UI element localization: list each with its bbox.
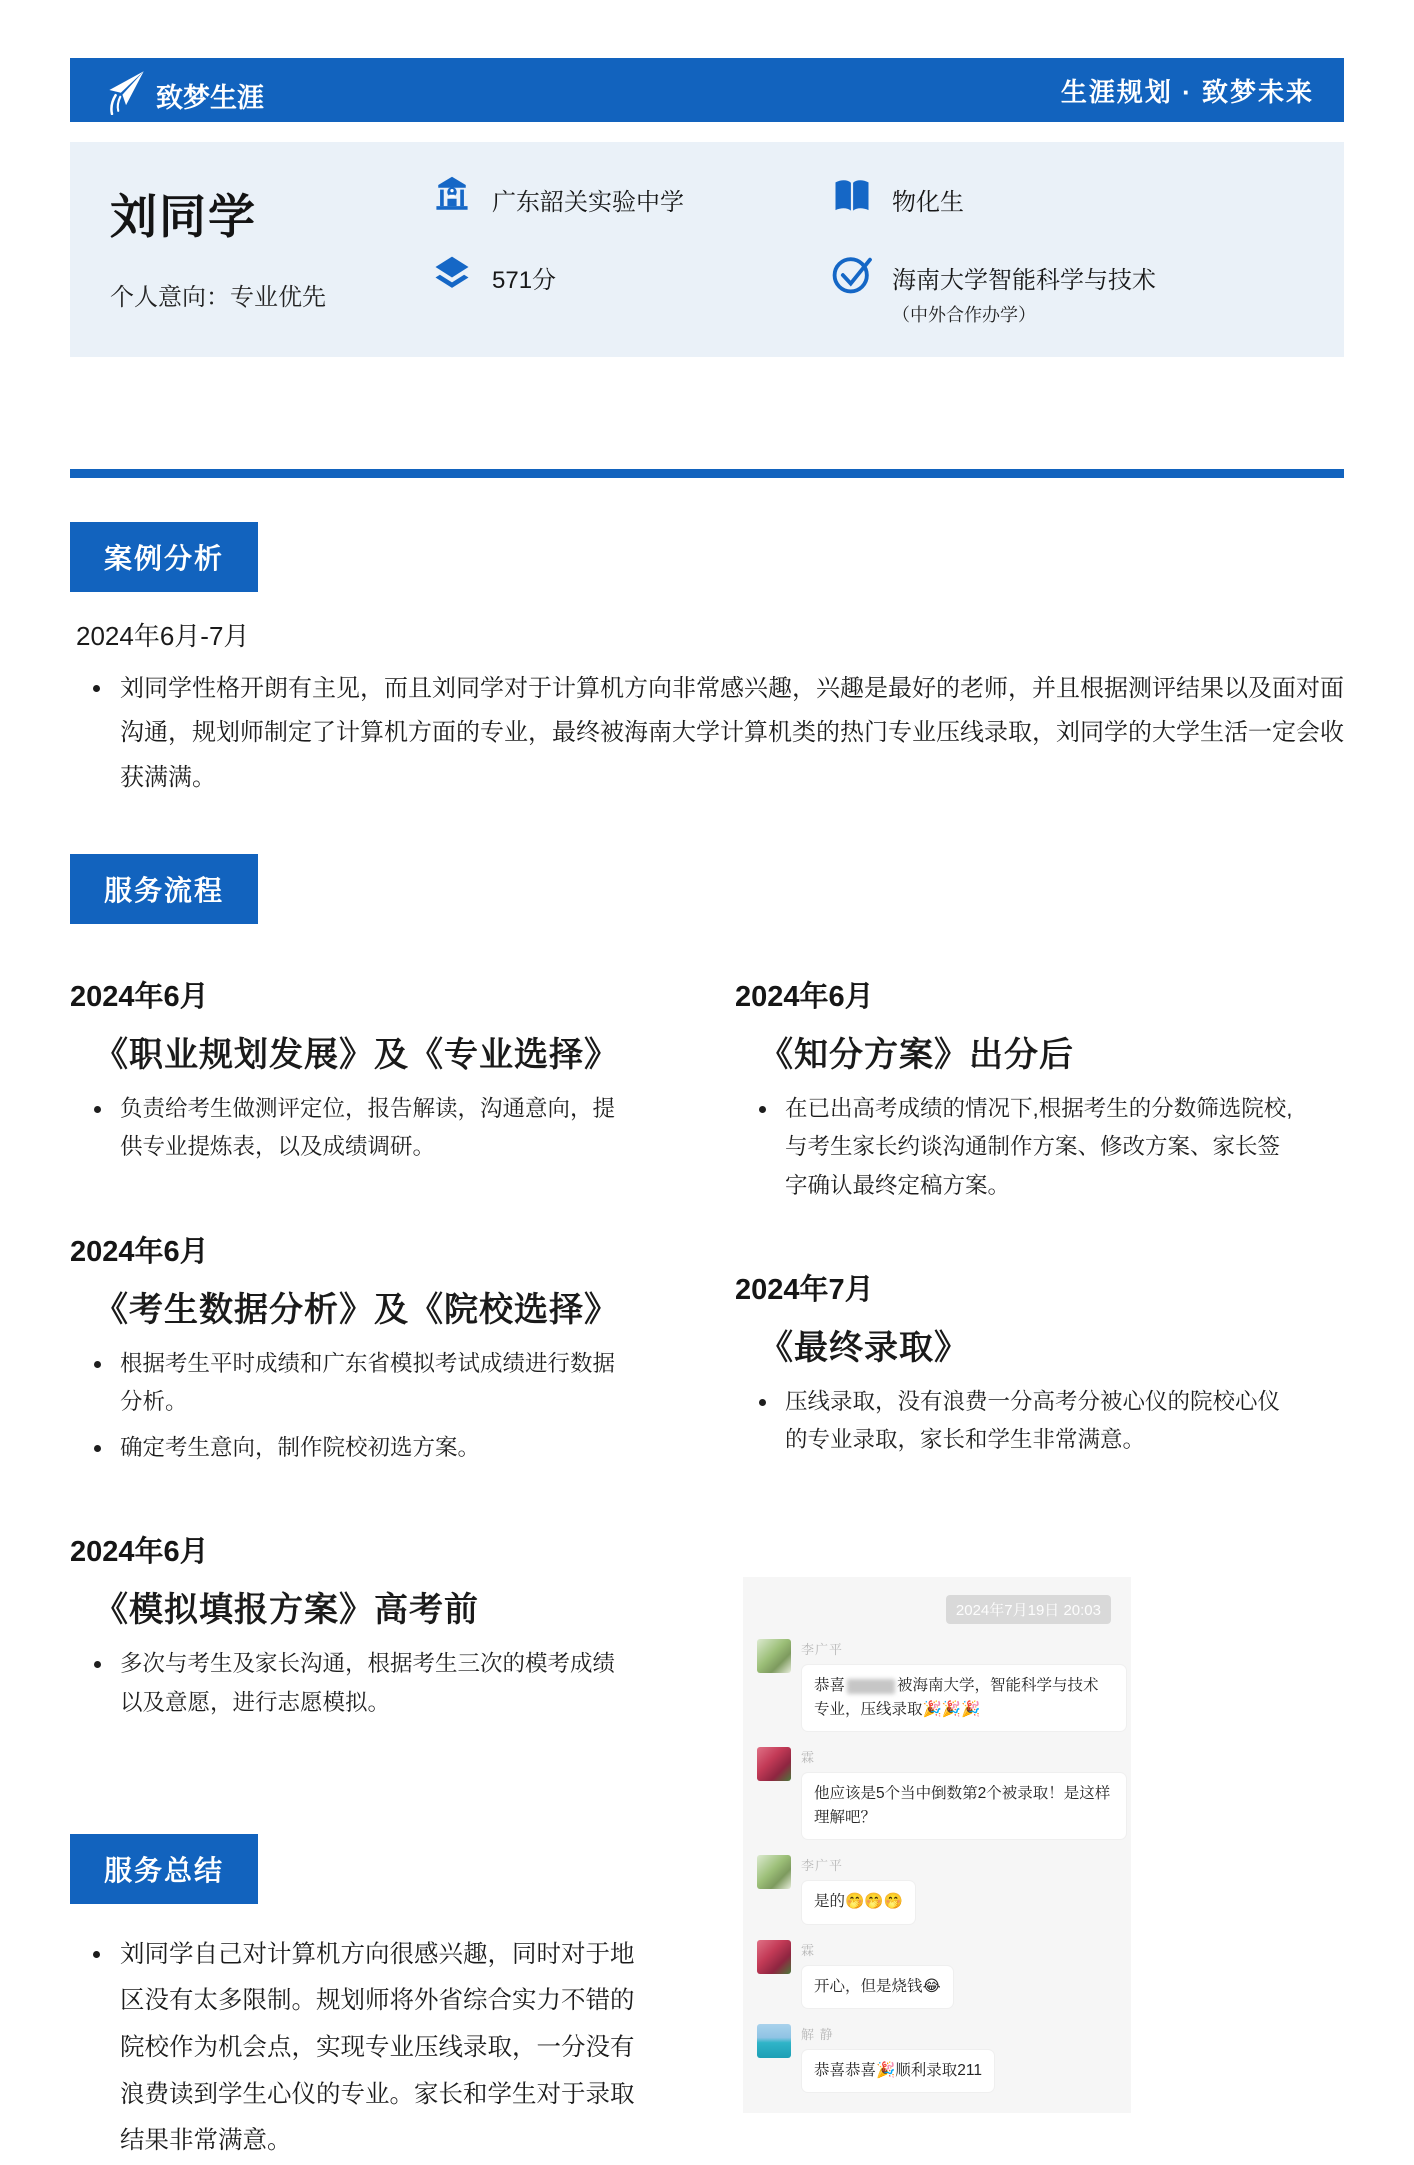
admission-row	[830, 252, 1304, 327]
step-title: 《职业规划发展》及《专业选择》	[94, 1037, 619, 1075]
bubble-text: 被海南大学，智能科学与技术专业，压线录取🎉🎉🎉	[814, 1677, 1099, 1719]
score-row	[430, 252, 830, 296]
step-bullet: • 压线录取，没有浪费一分高考分被心仪的院校心仪的专业录取，家长和学生非常满意。	[779, 1383, 1300, 1460]
school-name: 广东韶关实验中学	[492, 189, 684, 216]
chat-sender: 李广平	[801, 1858, 844, 1874]
case-analysis-badge: 案例分析	[70, 522, 258, 592]
avatar	[757, 1855, 791, 1889]
chat-message	[757, 2024, 1117, 2093]
student-name-column	[110, 174, 430, 312]
service-step	[735, 1267, 1300, 1460]
student-info-card	[70, 142, 1344, 357]
service-step	[735, 974, 1300, 1205]
brand-logo	[100, 65, 264, 115]
chat-message	[757, 1639, 1117, 1732]
open-book-icon	[830, 174, 874, 218]
student-preference: 个人意向：专业优先	[110, 284, 326, 311]
admission-result	[892, 252, 1156, 327]
student-info-column-1	[430, 174, 830, 296]
step-title: 《考生数据分析》及《院校选择》	[94, 1291, 619, 1329]
step-bullets	[70, 1090, 635, 1167]
service-step	[70, 1529, 635, 1722]
service-summary-text: • 刘同学自己对计算机方向很感兴趣，同时对于地区没有太多限制。规划师将外省综合实力不错的院校作为机会点，实现专业压线录取，一分没有浪费读到学生心仪的专业。家长和学生对于录取结果非常满意。	[114, 1932, 635, 2165]
step-bullet: • 确定考生意向，制作院校初选方案。	[114, 1429, 635, 1467]
service-summary-section	[70, 1780, 635, 2165]
service-process-section	[70, 800, 1344, 2164]
step-date: 2024年6月	[70, 1536, 209, 1569]
admission-note: （中外合作办学）	[892, 305, 1036, 325]
step-date: 2024年6月	[735, 981, 874, 1014]
chat-bubble: 是的🤭🤭🤭	[801, 1880, 916, 1924]
school-row	[430, 174, 830, 218]
chat-sender: 霖	[801, 1750, 816, 1766]
step-title: 《最终录取》	[759, 1329, 969, 1367]
case-analysis-section	[70, 478, 1344, 800]
header-bar	[70, 58, 1344, 122]
exam-score: 571分	[492, 267, 557, 294]
step-date: 2024年6月	[70, 1235, 209, 1268]
step-date: 2024年7月	[735, 1273, 874, 1306]
service-step	[70, 1229, 635, 1468]
chat-sender: 霖	[801, 1942, 816, 1958]
check-circle-icon	[830, 252, 874, 296]
school-building-icon	[430, 174, 474, 218]
chat-timestamp: 2024年7月19日 20:03	[946, 1595, 1111, 1624]
step-bullets	[735, 1090, 1300, 1205]
chat-message	[757, 1747, 1117, 1840]
chat-bubble	[801, 1664, 1127, 1732]
step-title: 《模拟填报方案》高考前	[94, 1592, 479, 1630]
chat-bubble: 他应该是5个当中倒数第2个被录取！是这样理解吧？	[801, 1772, 1127, 1840]
brand-name: 致梦生涯	[156, 83, 264, 113]
step-bullet: • 多次与考生及家长沟通，根据考生三次的模考成绩以及意愿，进行志愿模拟。	[114, 1645, 635, 1722]
blue-divider	[70, 469, 1344, 478]
admission-university: 海南大学智能科学与技术	[892, 267, 1156, 294]
avatar	[757, 1639, 791, 1673]
step-bullet: • 根据考生平时成绩和广东省模拟考试成绩进行数据分析。	[114, 1345, 635, 1422]
wechat-chat-screenshot	[743, 1577, 1131, 2112]
service-summary-badge: 服务总结	[70, 1834, 258, 1904]
step-bullets	[70, 1345, 635, 1468]
paper-plane-icon	[100, 65, 150, 115]
student-name: 刘同学	[110, 190, 257, 243]
process-column-left	[70, 948, 635, 2164]
subject-combo: 物化生	[892, 189, 964, 216]
process-columns	[70, 948, 1344, 2164]
chat-sender: 李广平	[801, 1642, 844, 1658]
subjects-row	[830, 174, 1304, 218]
avatar	[757, 2024, 791, 2058]
chat-sender: 解 静	[801, 2026, 834, 2042]
score-diamond-icon	[430, 252, 474, 296]
step-bullets	[735, 1383, 1300, 1460]
avatar	[757, 1747, 791, 1781]
chat-message	[757, 1940, 1117, 2009]
service-step	[70, 974, 635, 1167]
step-title: 《知分方案》出分后	[759, 1037, 1074, 1075]
service-process-badge: 服务流程	[70, 854, 258, 924]
bubble-text: 恭喜	[814, 1677, 846, 1695]
avatar	[757, 1940, 791, 1974]
chat-message	[757, 1855, 1117, 1924]
service-summary-bullets	[70, 1932, 635, 2165]
case-date-range: 2024年6月-7月	[76, 621, 250, 651]
chat-bubble: 恭喜恭喜🎉顺利录取211	[801, 2049, 995, 2093]
case-analysis-text: • 刘同学性格开朗有主见，而且刘同学对于计算机方向非常感兴趣，兴趣是最好的老师，并且根据测评结果以及面对面沟通，规划师制定了计算机方面的专业，最终被海南大学计算机类的热门专业压线录取，刘同学的大学生活一定会收获满满。	[114, 667, 1344, 800]
step-bullet: • 负责给考生做测评定位，报告解读，沟通意向，提供专业提炼表，以及成绩调研。	[114, 1090, 635, 1167]
case-analysis-bullets	[70, 667, 1344, 800]
student-info-column-2	[830, 174, 1304, 327]
redacted-name	[847, 1679, 895, 1694]
step-date: 2024年6月	[70, 981, 209, 1014]
step-bullet: • 在已出高考成绩的情况下,根据考生的分数筛选院校,与考生家长约谈沟通制作方案、修改方案、家长签字确认最终定稿方案。	[779, 1090, 1300, 1205]
step-bullets	[70, 1645, 635, 1722]
header-slogan: 生涯规划 · 致梦未来	[1060, 76, 1314, 107]
chat-bubble: 开心，但是烧钱😂	[801, 1965, 954, 2009]
process-column-right	[735, 948, 1300, 2164]
